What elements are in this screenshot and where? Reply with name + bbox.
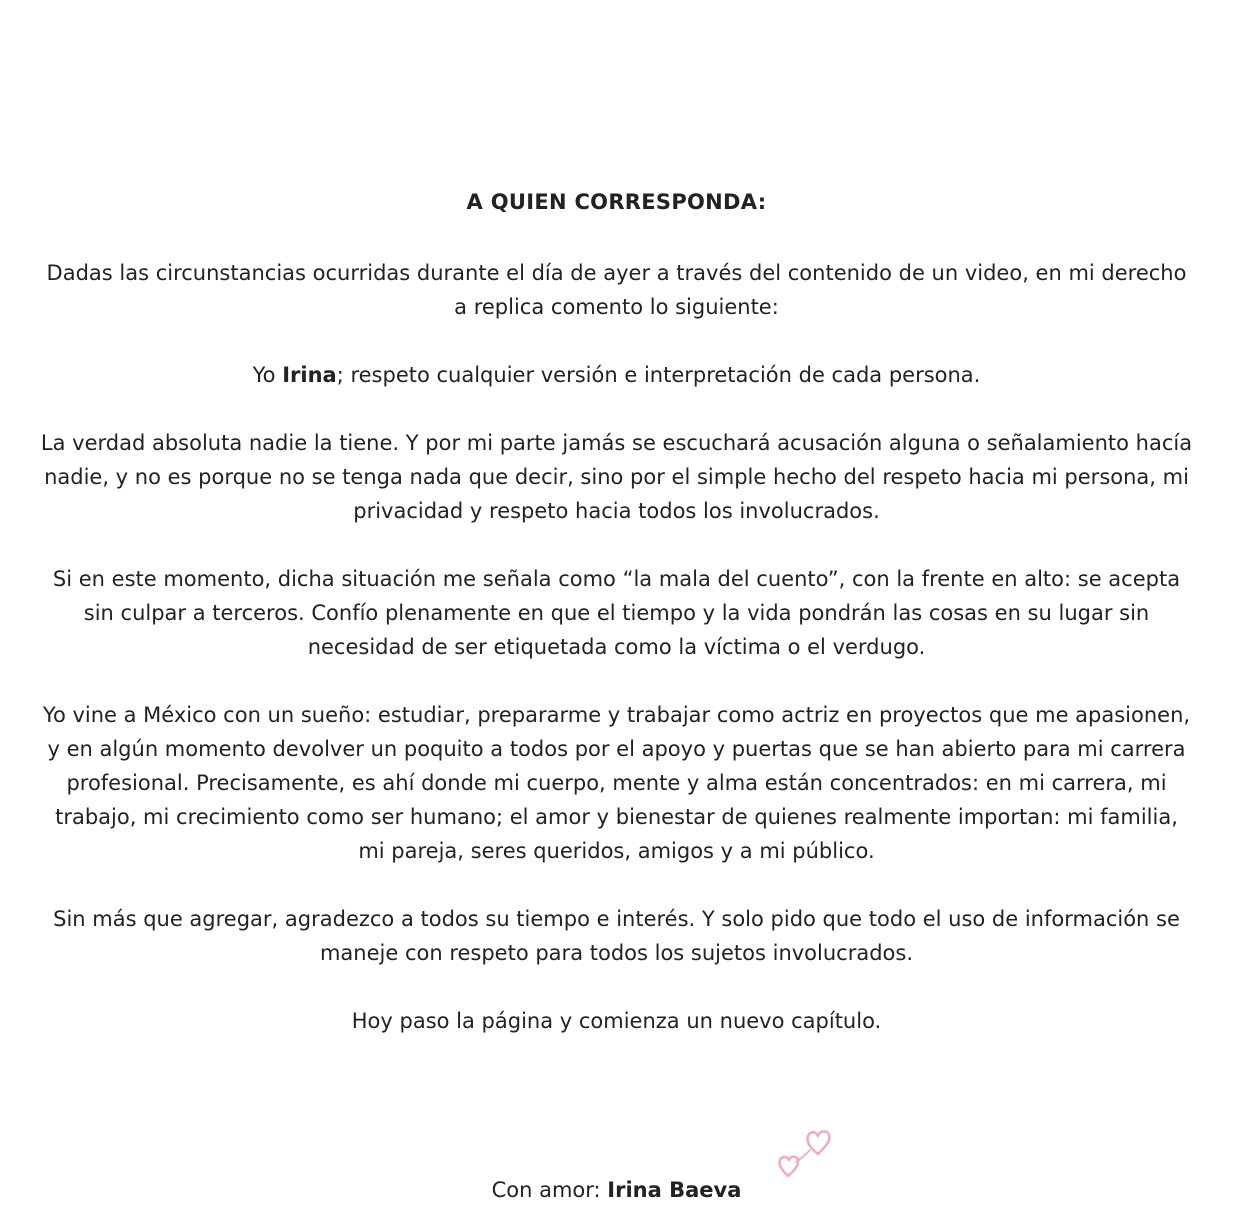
identity-suffix: ; respeto cualquier versión e interpretación de cada persona. xyxy=(336,363,981,387)
hearts-link-icon xyxy=(796,1150,810,1162)
paragraph-situation: Si en este momento, dicha situación me señala como “la mala del cuento”, con la frente en alto: se acepta sin culpar a terceros. Confío plenamente en que el tiempo y la vida pondrán las cosas en su lugar sin necesidad de ser etiquetada como la víctima o el verdugo. xyxy=(52,567,1181,659)
paragraph-dream: Yo vine a México con un sueño: estudiar, prepararme y trabajar como actriz en proyectos que me apasionen, y en algún momento devolver un poquito a todos por el apoyo y puertas que se han abierto para mi carrera profesional. Precisamente, es ahí donde mi cuerpo, mente y alma están concentrados: en mi carrera, mi trabajo, mi crecimiento como ser humano; el amor y bienestar de quienes realmente importan: mi familia, mi pareja, seres queridos, amigos y a mi público. xyxy=(42,703,1191,863)
letter-body xyxy=(0,188,1233,1072)
paragraph-truth: La verdad absoluta nadie la tiene. Y por mi parte jamás se escuchará acusación alguna o señalamiento hacía nadie, y no es porque no se tenga nada que decir, sino por el simple hecho del respeto hacia mi persona, mi privacidad y respeto hacia todos los involucrados. xyxy=(40,431,1193,523)
signature-prefix: Con amor: xyxy=(491,1178,608,1202)
signature-name: Irina Baeva xyxy=(607,1178,742,1202)
paragraph-identity xyxy=(40,358,1193,392)
paragraph-closing: Sin más que agregar, agradezco a todos su tiempo e interés. Y solo pido que todo el uso de información se maneje con respeto para todos los sujetos involucrados. xyxy=(53,907,1180,965)
paragraph-new-chapter: Hoy paso la página y comienza un nuevo capítulo. xyxy=(351,1009,882,1033)
paragraph-intro: Dadas las circunstancias ocurridas durante el día de ayer a través del contenido de un video, en mi derecho a replica comento lo siguiente: xyxy=(46,261,1187,319)
letter-heading: A QUIEN CORRESPONDA: xyxy=(466,190,767,214)
signature-line xyxy=(0,1173,1233,1207)
identity-prefix: Yo xyxy=(252,363,283,387)
heart-large-icon xyxy=(807,1131,829,1154)
identity-name: Irina xyxy=(282,363,337,387)
